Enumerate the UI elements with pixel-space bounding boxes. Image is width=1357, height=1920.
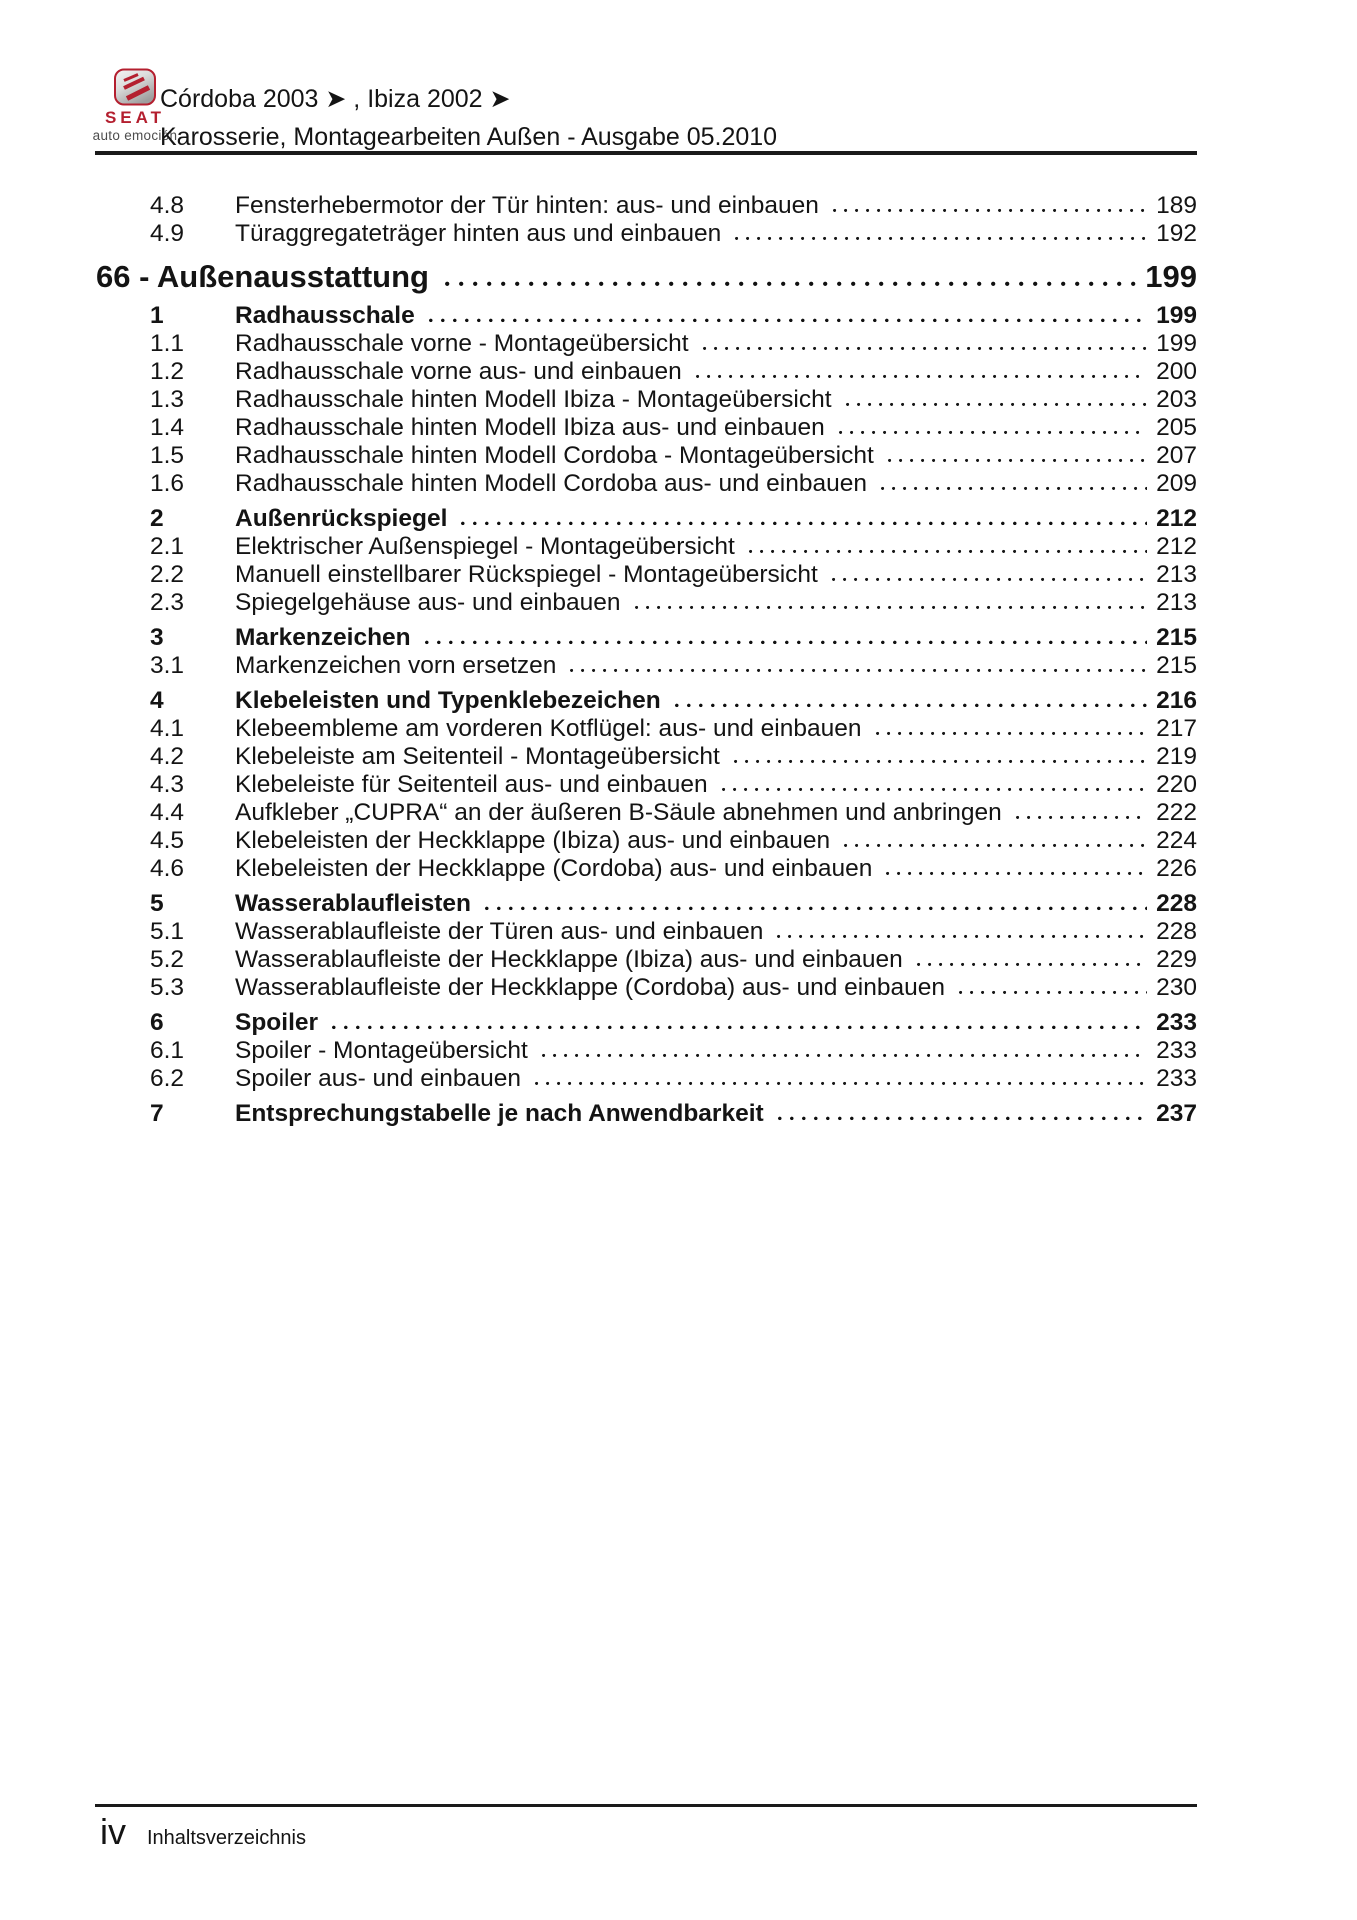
seat-wordmark: SEAT [104, 108, 166, 127]
footer-divider [95, 1804, 1197, 1807]
toc-entry-title: Elektrischer Außenspiegel - Montageübersicht [235, 533, 735, 560]
dot-leader [675, 703, 1147, 708]
toc-row [96, 533, 1197, 561]
toc-entry-title: Fensterhebermotor der Tür hinten: aus- und einbauen [235, 192, 819, 219]
toc-entry-number: 2.2 [150, 561, 185, 588]
toc-row [96, 589, 1197, 617]
dot-leader [542, 1053, 1147, 1058]
toc-entry-page: 226 [1156, 855, 1197, 882]
dot-leader [461, 521, 1147, 526]
header-divider [95, 151, 1197, 155]
toc-row [96, 918, 1197, 946]
toc-entry-title: Markenzeichen vorn ersetzen [235, 652, 557, 679]
toc-entry-title: Radhausschale vorne aus- und einbauen [235, 358, 682, 385]
toc-entry-title: Radhausschale [235, 302, 415, 329]
page-number-roman: iv [100, 1811, 126, 1852]
dot-leader [425, 640, 1147, 645]
toc-row [96, 771, 1197, 799]
dot-leader [876, 731, 1148, 736]
toc-entry-page: 199 [1156, 330, 1197, 357]
toc-row [96, 470, 1197, 498]
toc-row [96, 974, 1197, 1002]
dot-leader [888, 458, 1147, 463]
toc-entry-number: 5.3 [150, 974, 185, 1001]
toc-entry-page: 229 [1156, 946, 1197, 973]
toc-entry-title: Entsprechungstabelle je nach Anwendbarkeit [235, 1100, 764, 1127]
toc-entry-title: Aufkleber „CUPRA“ an der äußeren B-Säule abnehmen und anbringen [235, 799, 1002, 826]
toc-entry-page: 230 [1156, 974, 1197, 1001]
toc-entry-number: 4.6 [150, 855, 185, 882]
toc-entry-page: 215 [1156, 624, 1197, 651]
toc-entry-page: 212 [1156, 533, 1197, 560]
toc-entry-number: 5 [150, 890, 164, 917]
toc-row [96, 302, 1197, 330]
toc-entry-number: 1.2 [150, 358, 185, 385]
dot-leader [445, 281, 1136, 287]
toc-entry-page: 212 [1156, 505, 1197, 532]
toc-entry-title: Wasserablaufleiste der Heckklappe (Cordoba) aus- und einbauen [235, 974, 945, 1001]
dot-leader [844, 843, 1147, 848]
toc-row [96, 946, 1197, 974]
dot-leader [570, 668, 1147, 673]
toc-entry-number: 1.4 [150, 414, 185, 441]
dot-leader [886, 871, 1147, 876]
toc-entry-title: Radhausschale hinten Modell Cordoba - Montageübersicht [235, 442, 874, 469]
toc-entry-title: Klebeleiste für Seitenteil aus- und einbauen [235, 771, 708, 798]
toc-row [96, 414, 1197, 442]
toc-entry-title: Wasserablaufleiste der Türen aus- und einbauen [235, 918, 764, 945]
toc-entry-number: 4.5 [150, 827, 185, 854]
dot-leader [777, 934, 1147, 939]
dot-leader [1016, 815, 1147, 820]
toc-entry-number: 4.3 [150, 771, 185, 798]
toc-entry-number: 4.9 [150, 220, 185, 247]
toc-row [96, 624, 1197, 652]
toc-entry-number: 3 [150, 624, 164, 651]
dot-leader [485, 906, 1147, 911]
dot-leader [881, 486, 1147, 491]
toc-entry-page: 220 [1156, 771, 1197, 798]
header-models-line: Córdoba 2003 ➤ , Ibiza 2002 ➤ [160, 85, 511, 113]
toc-entry-title: Klebeleisten und Typenklebezeichen [235, 687, 661, 714]
toc-entry-title: 66 - Außenausstattung [96, 259, 429, 294]
toc-entry-title: Spoiler aus- und einbauen [235, 1065, 522, 1092]
toc-entry-page: 213 [1156, 589, 1197, 616]
toc-entry-page: 216 [1156, 687, 1197, 714]
toc-entry-page: 199 [1156, 302, 1197, 329]
toc-row [96, 442, 1197, 470]
dot-leader [778, 1116, 1147, 1121]
toc-entry-title: Spiegelgehäuse aus- und einbauen [235, 589, 621, 616]
toc-entry-number: 6.2 [150, 1065, 185, 1092]
toc-entry-number: 1.6 [150, 470, 185, 497]
toc-entry-title: Radhausschale hinten Modell Ibiza aus- und einbauen [235, 414, 825, 441]
toc-entry-title: Außenrückspiegel [235, 505, 448, 532]
dot-leader [722, 787, 1147, 792]
toc-entry-number: 7 [150, 1100, 164, 1127]
dot-leader [846, 402, 1148, 407]
toc-row [96, 827, 1197, 855]
toc-entry-page: 222 [1156, 799, 1197, 826]
toc-entry-number: 4.4 [150, 799, 185, 826]
toc-row [96, 1009, 1197, 1037]
dot-leader [839, 430, 1147, 435]
toc-row [96, 220, 1197, 248]
page-header [160, 84, 777, 152]
toc-entry-title: Spoiler - Montageübersicht [235, 1037, 528, 1064]
toc-row [96, 890, 1197, 918]
toc-entry-page: 203 [1156, 386, 1197, 413]
toc-row [96, 561, 1197, 589]
footer-section-label: Inhaltsverzeichnis [147, 1827, 306, 1849]
toc-entry-page: 199 [1145, 259, 1197, 294]
toc-entry-page: 192 [1156, 220, 1197, 247]
toc-entry-number: 2.3 [150, 589, 185, 616]
header-subtitle-line: Karosserie, Montagearbeiten Außen - Ausgabe 05.2010 [160, 123, 778, 151]
toc-entry-number: 1.5 [150, 442, 185, 469]
toc-row [96, 386, 1197, 414]
toc-entry-page: 189 [1156, 192, 1197, 219]
toc-row [96, 855, 1197, 883]
toc-entry-number: 3.1 [150, 652, 185, 679]
toc-row [96, 358, 1197, 386]
toc-entry-title: Wasserablaufleisten [235, 890, 472, 917]
toc-entry-page: 237 [1156, 1100, 1197, 1127]
toc-row [96, 1065, 1197, 1093]
toc-entry-number: 5.2 [150, 946, 185, 973]
seat-badge-icon [113, 68, 157, 106]
toc-entry-page: 205 [1156, 414, 1197, 441]
dot-leader [703, 346, 1148, 351]
toc-entry-number: 1.1 [150, 330, 185, 357]
dot-leader [735, 236, 1147, 241]
dot-leader [635, 605, 1148, 610]
toc-row [96, 715, 1197, 743]
dot-leader [696, 374, 1147, 379]
toc-entry-number: 5.1 [150, 918, 185, 945]
toc-row [96, 799, 1197, 827]
toc-entry-title: Radhausschale hinten Modell Ibiza - Montageübersicht [235, 386, 832, 413]
toc-entry-page: 233 [1156, 1037, 1197, 1064]
toc-row [96, 687, 1197, 715]
toc-entry-page: 207 [1156, 442, 1197, 469]
dot-leader [832, 577, 1147, 582]
toc-entry-number: 4 [150, 687, 164, 714]
toc-entry-page: 213 [1156, 561, 1197, 588]
toc-entry-page: 228 [1156, 890, 1197, 917]
toc-entry-number: 4.1 [150, 715, 185, 742]
toc-entry-page: 224 [1156, 827, 1197, 854]
toc-entry-number: 2 [150, 505, 164, 532]
dot-leader [535, 1081, 1147, 1086]
dot-leader [917, 962, 1147, 967]
toc-entry-page: 215 [1156, 652, 1197, 679]
toc-entry-title: Klebeleisten der Heckklappe (Ibiza) aus- und einbauen [235, 827, 831, 854]
dot-leader [833, 208, 1147, 213]
toc-entry-page: 219 [1156, 743, 1197, 770]
toc-entry-page: 228 [1156, 918, 1197, 945]
toc-entry-title: Radhausschale vorne - Montageübersicht [235, 330, 689, 357]
toc-entry-page: 233 [1156, 1065, 1197, 1092]
dot-leader [429, 318, 1147, 323]
toc-entry-number: 4.8 [150, 192, 185, 219]
toc-entry-number: 6 [150, 1009, 164, 1036]
toc-entry-title: Manuell einstellbarer Rückspiegel - Montageübersicht [235, 561, 818, 588]
table-of-contents [96, 192, 1197, 1128]
toc-entry-title: Spoiler [235, 1009, 319, 1036]
seat-tagline: auto emoción [92, 128, 178, 143]
toc-entry-number: 1 [150, 302, 164, 329]
toc-entry-title: Klebeembleme am vorderen Kotflügel: aus- und einbauen [235, 715, 862, 742]
toc-row [96, 743, 1197, 771]
toc-entry-number: 1.3 [150, 386, 185, 413]
dot-leader [734, 759, 1147, 764]
toc-entry-title: Türaggregateträger hinten aus und einbauen [235, 220, 722, 247]
toc-row [96, 260, 1197, 294]
toc-entry-title: Klebeleisten der Heckklappe (Cordoba) aus- und einbauen [235, 855, 873, 882]
toc-entry-page: 209 [1156, 470, 1197, 497]
toc-entry-number: 6.1 [150, 1037, 185, 1064]
toc-row [96, 192, 1197, 220]
dot-leader [332, 1025, 1147, 1030]
toc-entry-page: 217 [1156, 715, 1197, 742]
toc-entry-number: 2.1 [150, 533, 185, 560]
dot-leader [959, 990, 1147, 995]
toc-entry-number: 4.2 [150, 743, 185, 770]
dot-leader [749, 549, 1147, 554]
toc-row [96, 1037, 1197, 1065]
toc-entry-title: Klebeleiste am Seitenteil - Montageübersicht [235, 743, 720, 770]
toc-row [96, 505, 1197, 533]
toc-entry-page: 233 [1156, 1009, 1197, 1036]
toc-entry-title: Radhausschale hinten Modell Cordoba aus- und einbauen [235, 470, 867, 497]
toc-entry-title: Wasserablaufleiste der Heckklappe (Ibiza) aus- und einbauen [235, 946, 903, 973]
toc-entry-title: Markenzeichen [235, 624, 411, 651]
toc-row [96, 330, 1197, 358]
toc-row [96, 652, 1197, 680]
page-footer [100, 1812, 306, 1852]
toc-entry-page: 200 [1156, 358, 1197, 385]
toc-row [96, 1100, 1197, 1128]
